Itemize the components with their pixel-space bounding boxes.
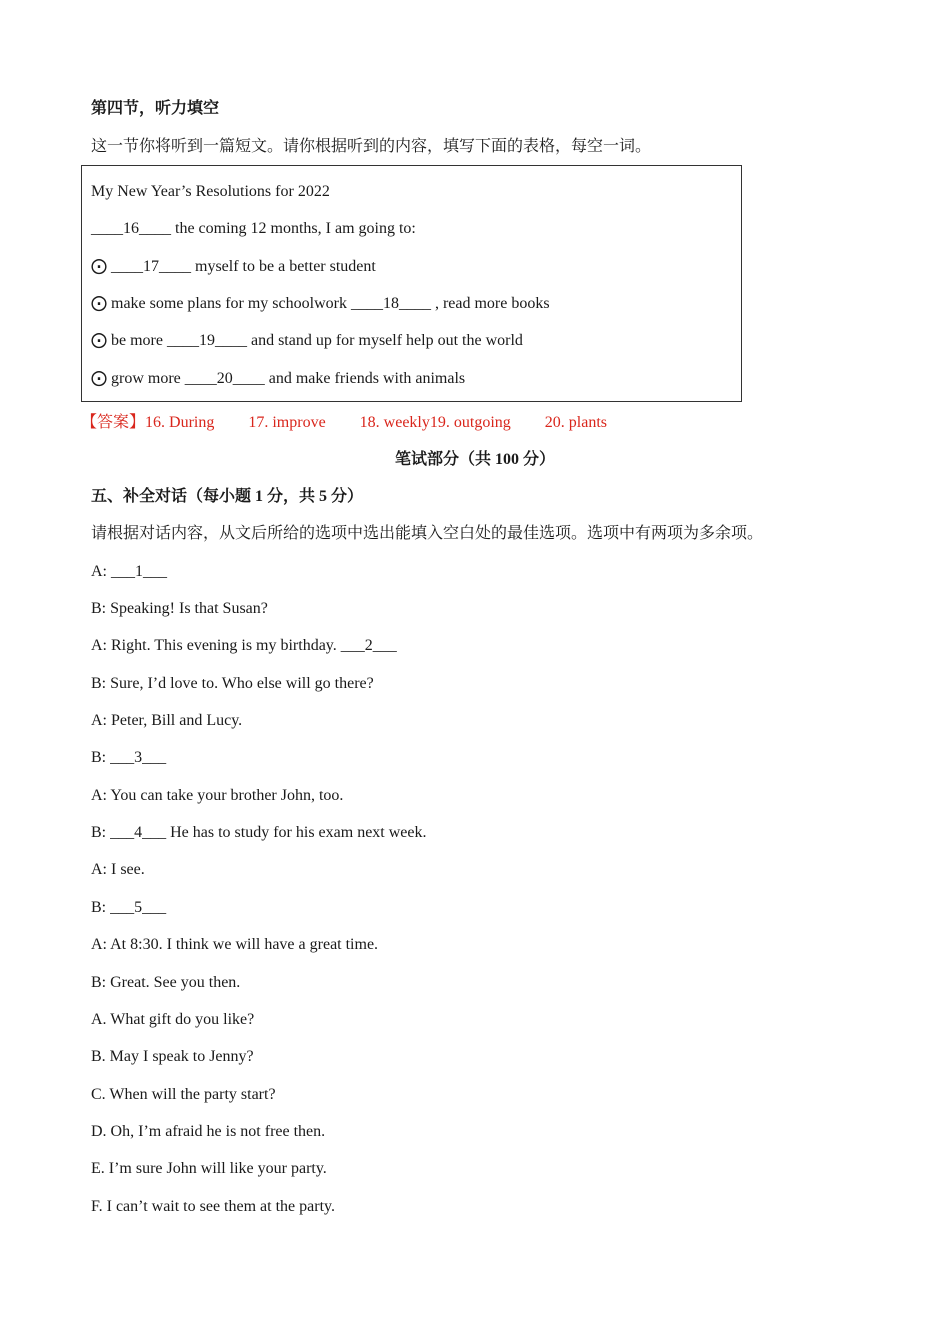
dialogue-line: A: ___1___ bbox=[91, 563, 167, 580]
answer-label: 【答案】 bbox=[81, 414, 146, 431]
answer-19: 19. outgoing bbox=[429, 414, 511, 431]
option-d: D. Oh, I’m afraid he is not free then. bbox=[91, 1123, 326, 1140]
dialogue-line: A: Peter, Bill and Lucy. bbox=[91, 712, 243, 729]
section5-instruction: 请根据对话内容，从文后所给的选项中选出能填入空白处的最佳选项。选项中有两项为多余项。 bbox=[91, 525, 764, 542]
option-b: B. May I speak to Jenny? bbox=[91, 1048, 254, 1065]
dialogue-line: A: Right. This evening is my birthday. ___2___ bbox=[91, 637, 397, 654]
option-c: C. When will the party start? bbox=[91, 1086, 276, 1103]
option-e: E. I’m sure John will like your party. bbox=[91, 1160, 327, 1177]
option-a: A. What gift do you like? bbox=[91, 1011, 255, 1028]
dialogue-line: A: At 8:30. I think we will have a great time. bbox=[91, 936, 379, 953]
answer-line bbox=[81, 413, 607, 433]
answer-20: 20. plants bbox=[544, 414, 607, 431]
dialogue-line: B: Speaking! Is that Susan? bbox=[91, 600, 268, 617]
option-f: F. I can’t wait to see them at the party. bbox=[91, 1198, 335, 1215]
written-part-title: 笔试部分（共 100 分） bbox=[394, 451, 555, 468]
answer-16: 16. During bbox=[145, 414, 215, 431]
box-bullet-18: ⨀ make some plans for my schoolwork ____18____ , read more books bbox=[91, 295, 550, 312]
dialogue-line: B: ___5___ bbox=[91, 899, 167, 916]
dialogue-line: A: You can take your brother John, too. bbox=[91, 787, 344, 804]
box-bullet-20: ⨀ grow more ____20____ and make friends with animals bbox=[91, 370, 466, 387]
box-heading: My New Year’s Resolutions for 2022 bbox=[91, 183, 330, 200]
dialogue-line: B: Sure, I’d love to. Who else will go there? bbox=[91, 675, 374, 692]
section4-instruction: 这一节你将听到一篇短文。请你根据听到的内容，填写下面的表格，每空一词。 bbox=[91, 138, 652, 155]
dialogue-line: A: I see. bbox=[91, 861, 145, 878]
dialogue-line: B: ___3___ bbox=[91, 749, 167, 766]
dialogue-line: B: Great. See you then. bbox=[91, 974, 241, 991]
answer-18: 18. weekly bbox=[359, 414, 430, 431]
dialogue-line: B: ___4___ He has to study for his exam next week. bbox=[91, 824, 427, 841]
box-bullet-19: ⨀ be more ____19____ and stand up for myself help out the world bbox=[91, 332, 523, 349]
resolutions-box bbox=[81, 165, 742, 402]
section4-title: 第四节，听力填空 bbox=[91, 100, 220, 117]
answer-17: 17. improve bbox=[248, 414, 326, 431]
section5-title: 五、补全对话（每小题 1 分，共 5 分） bbox=[91, 488, 364, 505]
box-bullet-17: ⨀ ____17____ myself to be a better student bbox=[91, 258, 376, 275]
box-line-16: ____16____ the coming 12 months, I am going to: bbox=[91, 220, 416, 237]
